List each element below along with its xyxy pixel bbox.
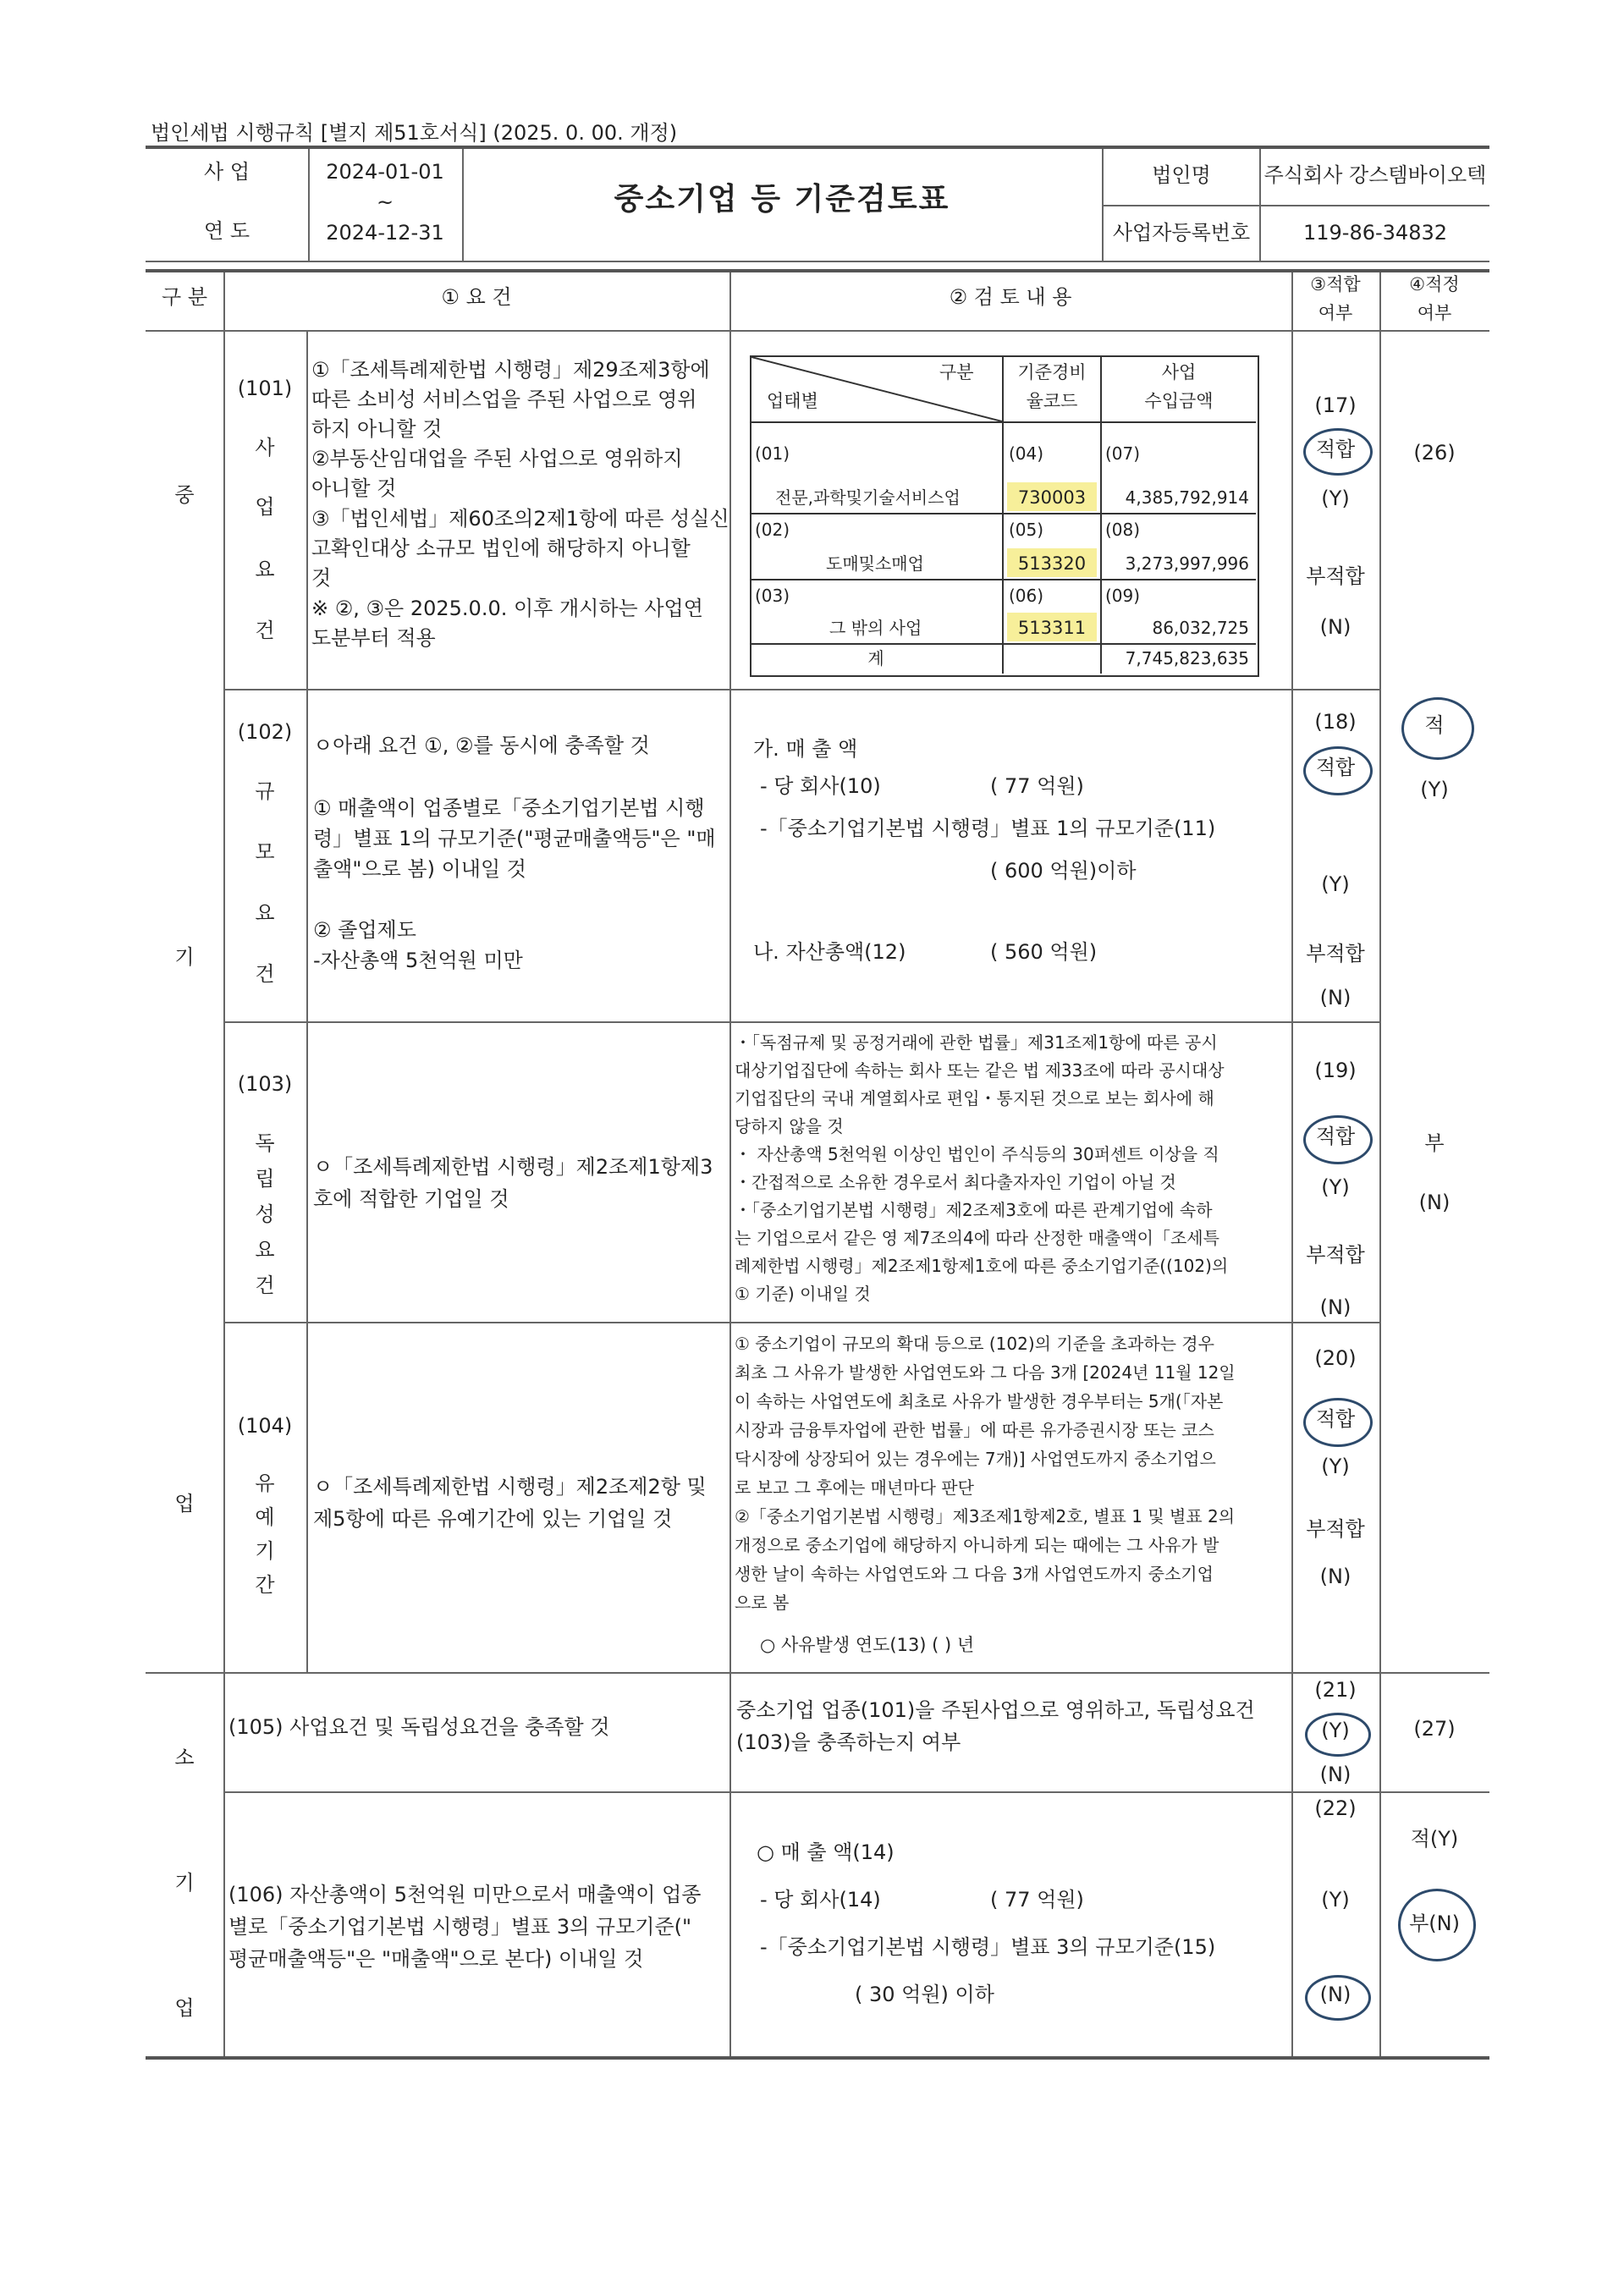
row-name: 업 [255,495,275,519]
review-line: 대상기업집단에 속하는 회사 또는 같은 법 제33조에 따라 공시대상 [735,1060,1225,1081]
row-number: (104) [237,1414,293,1438]
fit-number: (19) [1314,1059,1357,1082]
requirement-line: ②부동산임대업을 주된 사업으로 영위하지 [311,447,683,470]
review-line: 당하지 않을 것 [735,1116,844,1136]
business-type: 그 밖의 사업 [829,618,922,638]
amount-col-header: 사업 [1161,362,1197,382]
ok-inappropriate: 부 [1424,1131,1445,1155]
period-label: 사 업 [204,160,250,184]
requirement-line: 별로「중소기업기본법 시행령」별표 3의 규모기준(" [228,1915,692,1939]
requirement-line: -자산총액 5천억원 미만 [313,949,523,972]
review-heading: 나. 자산총액(12) [753,940,906,964]
fit-no: 부적합 [1306,1517,1365,1541]
fit-number: (17) [1314,393,1357,417]
review-line: 닥시장에 상장되어 있는 경우에는 7개)] 사업연도까지 중소기업으 [735,1449,1216,1469]
amount-col-header: 수입금액 [1144,391,1214,411]
review-line: 중소기업 업종(101)을 주된사업으로 영위하고, 독립성요건 [736,1698,1255,1722]
row-number: (102) [237,720,293,744]
fit-yes: 적합 [1315,1125,1356,1148]
row-line [223,1021,1379,1023]
cell-num: (03) [755,586,790,606]
requirement-line: 고확인대상 소규모 법인에 해당하지 아니할 [311,536,691,560]
inner-row-line [750,579,1256,580]
expense-code: 513311 [1017,618,1087,638]
category-small: 업 [174,1996,195,2020]
review-item: - 당 회사(14) [760,1888,881,1912]
code-col-header: 율코드 [1026,391,1078,411]
review-heading: 가. 매 출 액 [753,737,858,761]
review-line: ・「독점규제 및 공정거래에 관한 법률」제31조제1항에 따른 공시 [735,1032,1218,1053]
row-line [223,689,1379,690]
expense-code: 730003 [1017,487,1087,508]
col-header-fit: ③적합 [1310,274,1361,294]
review-item: -「중소기업기본법 시행령」별표 3의 규모기준(15) [760,1935,1216,1959]
corp-name: 주식회사 강스템바이오텍 [1263,163,1487,187]
review-line: 례제한법 시행령」제2조제1항제1호에 따른 중소기업기준((102)의 [735,1256,1229,1276]
review-line: 로 보고 그 후에는 매년마다 판단 [735,1477,974,1498]
fit-y: (Y) [1321,1888,1350,1912]
revenue-amount: 86,032,725 [1152,618,1249,638]
review-value: ( 560 억원) [990,940,1098,964]
requirement-line: 평균매출액등"은 "매출액"으로 본다) 이내일 것 [228,1947,644,1971]
column-line [1379,272,1381,2056]
row-name: 예 [255,1505,275,1529]
diag-bottom-label: 업태별 [767,391,818,411]
col-header-review: ② 검 토 내 용 [949,285,1072,309]
review-line: (103)을 충족하는지 여부 [736,1730,961,1754]
col-header-fit: 여부 [1318,303,1353,323]
col-header-ok: ④적정 [1409,274,1460,294]
fit-no: 부적합 [1306,942,1365,965]
row-name: 모 [255,840,275,864]
review-item: - 당 회사(10) [760,774,881,798]
col-header-requirement: ① 요 건 [441,285,512,309]
requirement-line: ㅇ아래 요건 ①, ②를 동시에 충족할 것 [313,734,650,757]
row-name: 사 [255,436,275,459]
requirement-line: ①「조세특례제한법 시행령」제29조제3항에 [311,358,710,382]
ok-appropriate: 적(Y) [1410,1827,1459,1851]
column-header-line [146,330,1489,332]
row-name: 유 [255,1472,275,1495]
fit-number: (22) [1314,1796,1357,1820]
requirement-line: ① 매출액이 업종별로「중소기업기본법 시행 [313,796,705,820]
cell-num: (04) [1009,443,1044,464]
review-line: 는 기업으로서 같은 영 제7조의4에 따라 산정한 매출액이「조세특 [735,1228,1219,1248]
row-name: 립 [255,1167,275,1191]
fit-number: (18) [1314,710,1357,734]
review-line: ②「중소기업기본법 시행령」제3조제1항제2호, 별표 1 및 별표 2의 [735,1506,1236,1527]
requirement-line: 아니할 것 [311,476,397,500]
fit-y: (Y) [1321,872,1350,896]
row-name: 건 [255,619,275,642]
review-line: 최초 그 사유가 발생한 사업연도와 그 다음 3개 [2024년 11월 12일 [735,1362,1236,1383]
requirement-line: ㅇ「조세특례제한법 시행령」제2조제1항제3 [313,1155,713,1179]
row-name: 독 [255,1131,275,1155]
fit-y: (Y) [1321,1455,1350,1478]
fit-yes: 적합 [1315,437,1356,461]
form-title: 중소기업 등 기준검토표 [614,182,950,217]
fit-n: (N) [1319,1565,1351,1588]
form-caption: 법인세법 시행규칙 [별지 제51호서식] (2025. 0. 00. 개정) [151,121,678,145]
reason-year: ○ 사유발생 연도(13) ( ) 년 [760,1635,975,1655]
business-type: 도매및소매업 [826,553,924,574]
revenue-amount: 3,273,997,996 [1125,553,1249,574]
category-sme: 중 [174,483,195,507]
cell-num: (09) [1105,586,1141,606]
requirement-line: ③「법인세법」제60조의2제1항에 따른 성실신 [311,507,729,531]
review-line: 으로 봄 [735,1593,790,1613]
requirement-line: ② 졸업제도 [313,918,416,942]
fit-n: (N) [1319,1296,1351,1319]
row-name: 건 [255,962,275,986]
expense-code: 513320 [1017,553,1087,574]
total-amount: 7,745,823,635 [1125,648,1249,668]
row-name: 성 [255,1202,275,1226]
fit-n: (N) [1319,615,1351,639]
fit-y: (Y) [1321,1175,1350,1199]
review-value: ( 30 억원) 이하 [855,1983,994,2006]
cell-num: (01) [755,443,790,464]
row-name: 요 [255,558,275,581]
requirement-line: ㅇ「조세특례제한법 시행령」제2조제2항 및 [313,1475,707,1499]
review-line: ① 중소기업이 규모의 확대 등으로 (102)의 기준을 초과하는 경우 [735,1334,1214,1354]
row-name: 건 [255,1274,275,1297]
ok-inappropriate: 부(N) [1409,1912,1460,1935]
row-line [146,1672,1489,1674]
fit-yes: 적합 [1315,756,1356,779]
review-line: 기업집단의 국내 계열회사로 편입・통지된 것으로 보는 회사에 해 [735,1088,1214,1108]
inner-row-line [750,421,1256,423]
diag-top-label: 구분 [939,362,974,382]
inner-row-line [750,513,1256,514]
category-sme: 기 [174,945,195,969]
fit-no: 부적합 [1306,1243,1365,1267]
review-value: ( 77 억원) [990,1888,1084,1912]
category-small: 기 [174,1871,195,1895]
table-top-border [146,269,1489,272]
requirement-line: 것 [311,566,332,590]
row-line [223,1791,1489,1793]
bizno: 119-86-34832 [1302,221,1447,245]
cell-num: (02) [755,520,790,540]
requirement-line: 출액"으로 봄) 이내일 것 [313,857,526,881]
review-line: 시장과 금융투자업에 관한 법률」에 따른 유가증권시장 또는 코스 [735,1420,1214,1440]
row-name: 기 [255,1539,275,1563]
column-line [306,330,308,1672]
row-name: 간 [255,1573,275,1597]
row-number: (103) [237,1072,293,1096]
fit-n: (N) [1319,1983,1351,2006]
requirement-line: 호에 적합한 기업일 것 [313,1187,509,1211]
review-line: ・간접적으로 소유한 경우로서 최다출자자인 기업이 아닐 것 [735,1172,1176,1192]
period-tilde: ~ [376,190,394,214]
requirement-line: 도분부터 적용 [311,626,436,650]
fit-yes: 적합 [1315,1407,1356,1431]
ok-number: (26) [1413,441,1456,465]
review-line: ① 기준) 이내일 것 [735,1284,871,1304]
fit-y: (Y) [1321,1719,1350,1742]
review-line: 개정으로 중소기업에 해당하지 아니하게 되는 때에는 그 사유가 발 [735,1535,1219,1555]
category-sme: 업 [174,1492,195,1516]
table-bottom-border [146,2056,1489,2060]
ok-n: (N) [1418,1191,1451,1214]
requirement-line: (105) 사업요건 및 독립성요건을 충족할 것 [228,1715,610,1739]
review-line: ・ 자산총액 5천억원 이상인 법인이 주식등의 30퍼센트 이상을 직 [735,1144,1219,1164]
cell-num: (08) [1105,520,1141,540]
row-name: 요 [255,1238,275,1262]
review-item: -「중소기업기본법 시행령」별표 1의 규모기준(11) [760,817,1216,840]
cell-num: (05) [1009,520,1044,540]
ok-y: (Y) [1420,778,1449,801]
row-line [223,1322,1379,1323]
total-label: 계 [867,648,884,668]
review-line: 생한 날이 속하는 사업연도와 그 다음 3개 사업연도까지 중소기업 [735,1564,1214,1584]
row-name: 요 [255,901,275,925]
cell-num: (06) [1009,586,1044,606]
requirement-line: (106) 자산총액이 5천억원 미만으로서 매출액이 업종 [228,1883,702,1906]
cell-num: (07) [1105,443,1141,464]
period-start: 2024-01-01 [326,160,444,184]
review-line: ・「중소기업기본법 시행령」제2조제3호에 따른 관계기업에 속하 [735,1200,1213,1220]
header-bottom-border [146,261,1489,262]
row-number: (101) [237,377,293,400]
requirement-line: ※ ②, ③은 2025.0.0. 이후 개시하는 사업연 [311,597,703,620]
ok-number: (27) [1413,1717,1456,1741]
review-line: 이 속하는 사업연도에 최초로 사유가 발생한 경우부터는 5개(「자본 [735,1391,1224,1411]
row-name: 규 [255,779,275,803]
fit-y: (Y) [1321,487,1350,510]
requirement-line: 제5항에 따른 유예기간에 있는 기업일 것 [313,1507,673,1531]
business-type: 전문,과학및기술서비스업 [775,487,961,508]
header-divider [1102,205,1489,206]
bizno-label: 사업자등록번호 [1112,221,1251,245]
col-header-gubun: 구 분 [162,285,207,309]
requirement-line: 령」별표 1의 규모기준("평균매출액등"은 "매 [313,827,716,850]
col-header-ok: 여부 [1417,303,1452,323]
fit-number: (20) [1314,1346,1357,1370]
review-heading: ○ 매 출 액(14) [757,1840,895,1864]
fit-n: (N) [1319,986,1351,1009]
fit-no: 부적합 [1306,564,1365,588]
requirement-line: 따른 소비성 서비스업을 주된 사업으로 영위 [311,388,697,411]
ok-appropriate: 적 [1424,713,1445,737]
column-line [729,272,731,2056]
category-small: 소 [174,1746,195,1769]
period-label: 연 도 [204,219,250,243]
fit-n: (N) [1319,1763,1351,1786]
review-value: ( 600 억원)이하 [990,859,1137,883]
corp-name-label: 법인명 [1152,163,1211,187]
requirement-line: 하지 아니할 것 [311,417,443,441]
review-value: ( 77 억원) [990,774,1084,798]
fit-number: (21) [1314,1678,1357,1702]
revenue-amount: 4,385,792,914 [1125,487,1249,508]
code-col-header: 기준경비 [1017,362,1087,382]
period-end: 2024-12-31 [326,221,444,245]
header-top-border [146,146,1489,149]
